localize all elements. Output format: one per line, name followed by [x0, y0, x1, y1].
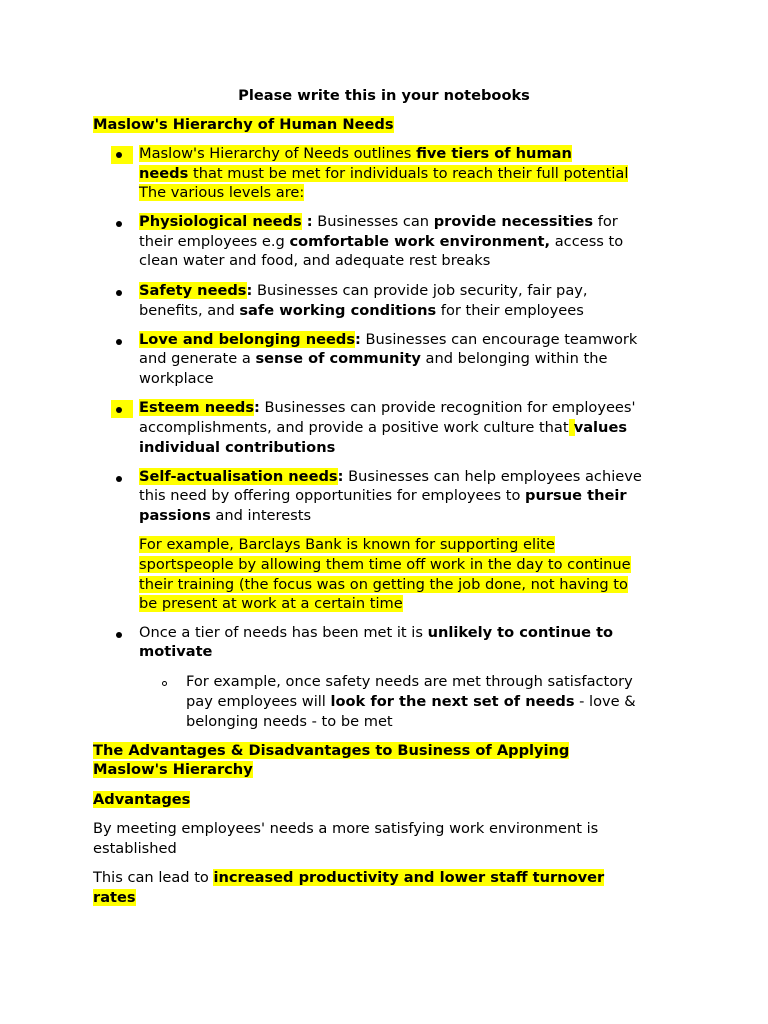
self-line-3: passions and interests [139, 507, 312, 524]
intro-line-1: Maslow's Hierarchy of Needs outlines five tiers of human [139, 145, 572, 162]
bullet-highlight [111, 146, 133, 164]
section-heading [93, 115, 394, 135]
safety-line-2: benefits, and safe working conditions for their employees [139, 302, 584, 319]
adv-para1-line-2: established [93, 840, 177, 857]
bullet-icon [116, 290, 122, 296]
love-line-1: Love and belonging needs: Businesses can encourage teamwork [139, 331, 638, 348]
adv-para2-line-2: rates [93, 889, 136, 906]
tier-line-1: Once a tier of needs has been met it is unlikely to continue to [139, 624, 614, 641]
adv-heading-line-1: The Advantages & Disadvantages to Business of Applying [93, 742, 570, 759]
physiological-line-1: Physiological needs : Businesses can provide necessities for [139, 213, 618, 230]
love-label: Love and belonging needs [139, 331, 356, 348]
advantages-label: Advantages [93, 791, 191, 808]
subexample-line-2: pay employees will look for the next set of needs - love & [186, 693, 636, 710]
self-line-1: Self-actualisation needs: Businesses can help employees achieve [139, 468, 642, 485]
physiological-label: Physiological needs [139, 213, 302, 230]
bullet-icon [116, 339, 122, 345]
page-title: Please write this in your notebooks [238, 87, 530, 104]
adv-para1-line-1: By meeting employees' needs a more satisfying work environment is [93, 820, 599, 837]
love-line-3: workplace [139, 370, 214, 387]
self-label: Self-actualisation needs [139, 468, 338, 485]
sub-bullet-icon [162, 681, 167, 686]
bullet-icon [116, 152, 122, 158]
bullet-icon [116, 221, 122, 227]
intro-line-2: needs that must be met for individuals to reach their full potential [139, 165, 629, 182]
section-heading-text: Maslow's Hierarchy of Human Needs [93, 116, 394, 133]
example-line-2: sportspeople by allowing them time off work in the day to continue [139, 556, 631, 573]
safety-line-1: Safety needs: Businesses can provide job security, fair pay, [139, 282, 588, 299]
self-line-2: this need by offering opportunities for employees to pursue their [139, 487, 627, 504]
bullet-highlight [111, 400, 133, 418]
esteem-line-1: Esteem needs: Businesses can provide recognition for employees' [139, 399, 636, 416]
bullet-icon [116, 632, 122, 638]
tier-line-2: motivate [139, 643, 213, 660]
physiological-line-2: their employees e.g comfortable work environment, access to [139, 233, 624, 250]
example-line-1: For example, Barclays Bank is known for supporting elite [139, 536, 555, 553]
safety-label: Safety needs [139, 282, 247, 299]
esteem-label: Esteem needs [139, 399, 255, 416]
esteem-line-3: individual contributions [139, 439, 336, 456]
intro-line-3: The various levels are: [139, 184, 305, 201]
subexample-line-3: belonging needs - to be met [186, 713, 393, 730]
example-line-4: be present at work at a certain time [139, 595, 403, 612]
adv-para2-line-1: This can lead to increased productivity and lower staff turnover [93, 869, 605, 886]
bullet-icon [116, 407, 122, 413]
bullet-icon [116, 476, 122, 482]
esteem-line-2: accomplishments, and provide a positive work culture that values [139, 419, 628, 436]
subexample-line-1: For example, once safety needs are met through satisfactory [186, 673, 633, 690]
physiological-line-3: clean water and food, and adequate rest breaks [139, 252, 491, 269]
adv-heading-line-2: Maslow's Hierarchy [93, 761, 253, 778]
example-line-3: their training (the focus was on getting the job done, not having to [139, 576, 628, 593]
love-line-2: and generate a sense of community and belonging within the [139, 350, 608, 367]
